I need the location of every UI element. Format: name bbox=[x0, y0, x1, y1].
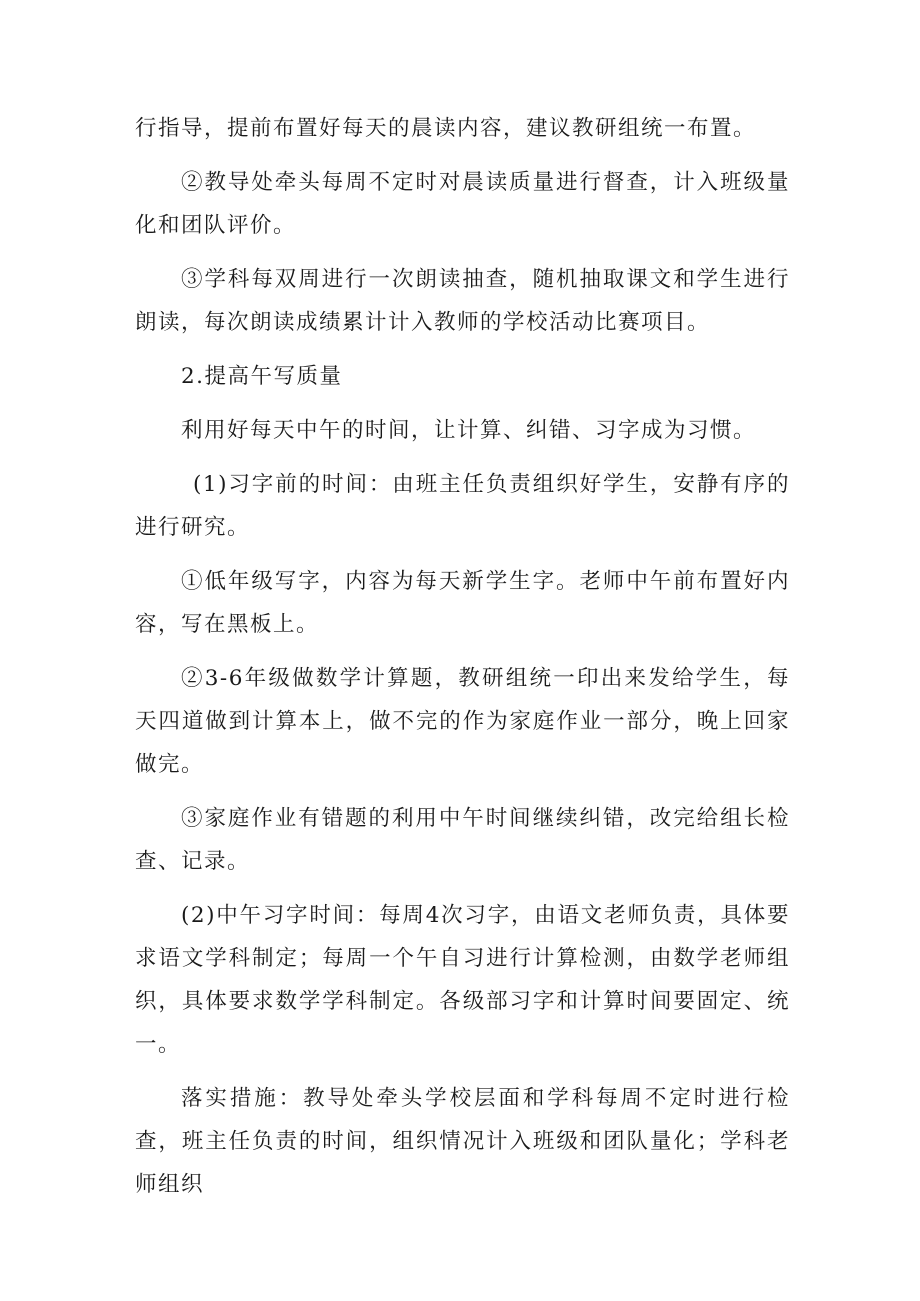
paragraph-lower-grade-writing: ①低年级写字，内容为每天新学生字。老师中午前布置好内容，写在黑板上。 bbox=[135, 569, 790, 637]
paragraph-morning-reading-inspection: ②教导处牵头每周不定时对晨读质量进行督查，计入班级量化和团队评价。 bbox=[135, 170, 790, 238]
paragraph-noon-time-use: 利用好每天中午的时间，让计算、纠错、习字成为习惯。 bbox=[181, 418, 757, 443]
paragraph-noon-writing-time: (2)中午习字时间：每周4次习字，由语文老师负责，具体要求语文学科制定；每周一个午自习进行计算检测，由数学老师组织，具体要求数学学科制定。各级部习字和计算时间要固定、统一。 bbox=[135, 903, 790, 1057]
paragraph-math-calculation: ②3-6年级做数学计算题，教研组统一印出来发给学生，每天四道做到计算本上，做不完的作为家庭作业一部分，晚上回家做完。 bbox=[135, 666, 790, 777]
paragraph-homework-correction: ③家庭作业有错题的利用中午时间继续纠错，改完给组长检查、记录。 bbox=[135, 806, 790, 874]
paragraph-before-writing-time: (1)习字前的时间：由班主任负责组织好学生，安静有序的进行研究。 bbox=[135, 472, 790, 540]
section-heading-noon-writing: 2.提高午写质量 bbox=[181, 364, 343, 389]
paragraph-reading-spot-check: ③学科每双周进行一次朗读抽查，随机抽取课文和学生进行朗读，每次朗读成绩累计计入教师的学校活动比赛项目。 bbox=[135, 267, 790, 335]
paragraph-continuation: 行指导，提前布置好每天的晨读内容，建议教研组统一布置。 bbox=[135, 116, 757, 141]
document-page bbox=[135, 107, 790, 1217]
paragraph-implementation-measures: 落实措施：教导处牵头学校层面和学科每周不定时进行检查，班主任负责的时间，组织情况计入班级和团队量化；学科老师组织 bbox=[135, 1086, 790, 1197]
